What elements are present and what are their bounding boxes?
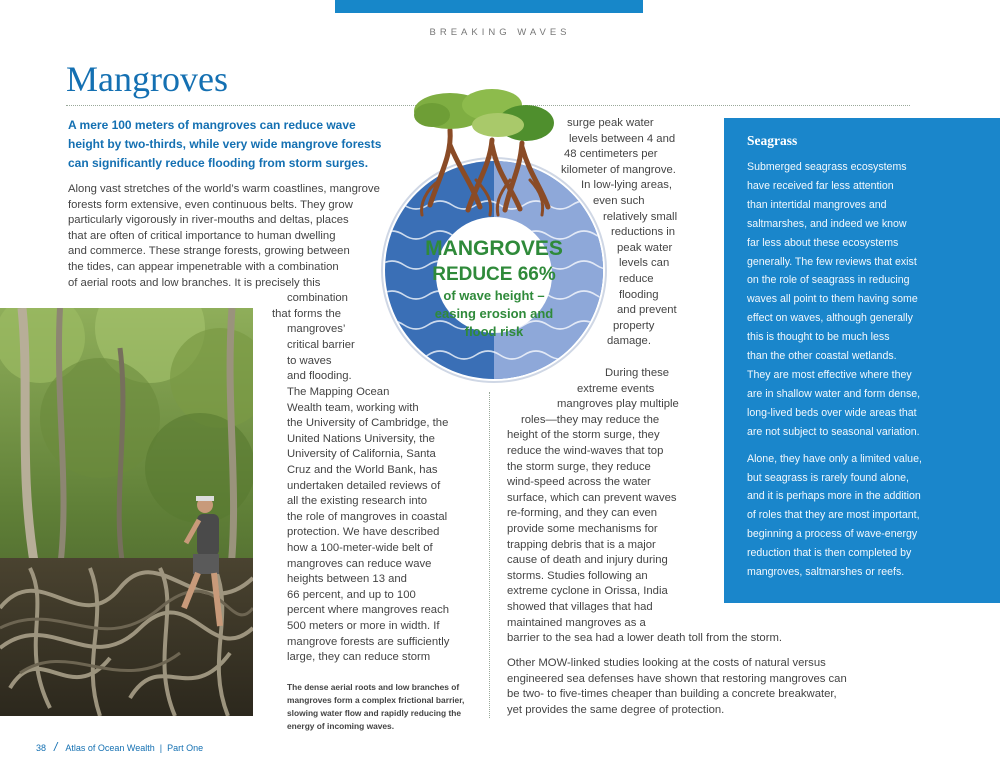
text-line: reduce the wind-waves that top — [507, 444, 664, 457]
text-line: but seagrass is rarely found alone, — [747, 471, 909, 484]
text-line: University of California, Santa — [287, 448, 436, 461]
text-line: to waves — [287, 354, 332, 367]
text-line: percent where mangroves reach — [287, 604, 450, 617]
text-line: long-lived beds over wide areas that — [747, 406, 917, 419]
text-line: the storm surge, they reduce — [507, 460, 651, 473]
text-line: provide some mechanisms for — [507, 522, 658, 535]
infographic-line-3: of wave height – — [443, 288, 545, 303]
text-line: kilometer of mangrove. — [561, 163, 676, 176]
text-line: Alone, they have only a limited value, — [747, 452, 922, 465]
text-line: relatively small — [603, 210, 678, 223]
text-line: reductions in — [611, 226, 676, 239]
text-line: storms. Studies following an — [507, 569, 648, 582]
page-number: 38 — [36, 743, 47, 753]
photo-caption: The dense aerial roots and low branches of mangroves form a complex frictional barrier, slowing water flow and rapidly reducing the energy of incoming waves. — [287, 682, 465, 731]
text-line: protection. We have described — [287, 526, 440, 539]
text-line: particularly vigorously in river-mouths and deltas, places — [68, 214, 349, 227]
body-paragraph-2 — [287, 385, 449, 666]
text-line: Wealth team, working with — [287, 401, 419, 414]
top-accent-bar — [335, 0, 643, 13]
infographic-line-2: REDUCE 66% — [432, 264, 556, 285]
column-divider — [489, 392, 490, 718]
text-line: this is thought to be much less — [747, 331, 890, 344]
text-line: and flooding. — [287, 370, 352, 383]
text-line: engineered sea defenses have shown that restoring mangroves can — [507, 672, 847, 685]
text-line: property — [613, 319, 655, 332]
text-line: maintained mangroves as a — [507, 616, 646, 629]
text-line: reduction that is then completed by — [747, 547, 912, 560]
text-line: reduce — [619, 272, 654, 285]
page-footer: 38 / Atlas of Ocean Wealth | Part One — [36, 740, 204, 754]
text-line: 66 percent, and up to 100 — [287, 588, 416, 601]
text-line: surge peak water — [567, 117, 654, 129]
text-line: of aerial roots and low branches. It is precisely this — [68, 276, 321, 289]
page-title: Mangroves — [66, 59, 228, 99]
text-line: Cruz and the World Bank, has — [287, 463, 438, 476]
infographic-line-5: flood risk — [464, 324, 524, 339]
text-line: and prevent — [617, 304, 677, 317]
text-line: roles—they may reduce the — [521, 413, 660, 426]
text-line: are in shallow water and form dense, — [747, 387, 921, 400]
text-line: In low-lying areas, — [581, 179, 673, 192]
text-line: beginning a process of wave-energy — [747, 528, 918, 541]
text-line: barrier to the sea had a lower death toll from the storm. — [507, 632, 783, 645]
text-line: mangroves, saltmarshes or reefs. — [747, 566, 905, 579]
text-line: be two- to five-times cheaper than building a concrete breakwater, — [507, 688, 837, 701]
text-line: saltmarshes, and indeed we know — [747, 217, 907, 230]
text-line: are not subject to seasonal variation. — [747, 425, 920, 438]
mangrove-photo-illustration — [0, 308, 253, 716]
footer-section: Part One — [167, 743, 204, 753]
text-line: surface, which can prevent waves — [507, 491, 677, 504]
mangrove-photo — [0, 308, 253, 716]
text-line: flooding — [619, 288, 659, 301]
text-line: height of the storm surge, they — [507, 429, 660, 442]
text-line: During these — [605, 367, 670, 379]
text-line: all the existing research into — [287, 495, 428, 508]
text-line: even such — [593, 194, 645, 207]
text-line: trapping debris that is a major — [507, 538, 656, 551]
infographic-line-1: MANGROVES — [425, 237, 563, 260]
text-line: Submerged seagrass ecosystems — [747, 161, 907, 173]
running-header: BREAKING WAVES — [429, 27, 571, 38]
text-line: generally. The few reviews that exist — [747, 255, 917, 268]
text-line: They are most effective where they — [747, 368, 912, 381]
text-line: mangroves can reduce wave — [287, 557, 432, 570]
text-line: 500 meters or more in width. If — [287, 619, 440, 632]
text-line: have received far less attention — [747, 179, 894, 192]
mangrove-infographic — [380, 85, 620, 385]
text-line: wind-speed across the water — [507, 476, 651, 489]
text-line: yet provides the same degree of protection. — [507, 703, 725, 716]
text-line: showed that villages that had — [507, 600, 653, 613]
body-paragraph-5 — [507, 656, 847, 718]
text-line: heights between 13 and — [287, 573, 407, 586]
text-line: how a 100-meter-wide belt of — [287, 541, 433, 554]
text-line: undertaken detailed reviews of — [287, 479, 441, 492]
lede-paragraph: A mere 100 meters of mangroves can reduce wave height by two-thirds, while very wide mangrove forests can significantly reduce flooding from storm surges. — [68, 118, 382, 170]
text-line: on the role of seagrass in reducing — [747, 274, 910, 287]
text-line: and commerce. These strange forests, growing between — [68, 245, 350, 258]
sidebar-paragraph-2 — [747, 450, 922, 582]
text-line: and it is perhaps more in the addition — [747, 490, 921, 503]
mangrove-infographic-svg — [380, 85, 620, 385]
text-line: levels can — [619, 257, 670, 270]
seagrass-sidebar — [724, 118, 1000, 603]
text-line: extreme events — [577, 382, 655, 395]
text-line: mangrove forests are sufficiently — [287, 635, 450, 648]
text-line: extreme cyclone in Orissa, India — [507, 585, 668, 598]
text-line: cause of death and injury during — [507, 554, 668, 567]
text-line: 48 centimeters per — [564, 148, 658, 161]
text-line: re-forming, and they can even — [507, 507, 658, 520]
infographic-line-4: easing erosion and — [434, 306, 554, 321]
text-line: the tides, can appear impenetrable with a combination — [68, 260, 339, 273]
text-line: the University of Cambridge, the — [287, 417, 449, 430]
text-line: levels between 4 and — [569, 132, 676, 145]
text-line: than the other coastal wetlands. — [747, 350, 897, 363]
sidebar-body — [747, 158, 922, 582]
text-line: damage. — [607, 335, 651, 348]
text-line: that are often of critical importance to human dwelling — [68, 229, 336, 242]
text-line: critical barrier — [287, 338, 355, 351]
text-line: of roles that they are most important, — [747, 509, 920, 522]
text-line: forests form extensive, even continuous belts. They grow — [68, 198, 353, 211]
text-line: effect on waves, although generally — [747, 312, 913, 325]
text-line: peak water — [617, 241, 673, 254]
text-line: United Nations University, the — [287, 432, 435, 445]
text-line: mangroves’ — [287, 323, 346, 336]
text-line: the role of mangroves in coastal — [287, 510, 448, 523]
text-line: far less about these ecosystems — [747, 236, 899, 249]
sidebar-paragraph-1 — [747, 158, 922, 442]
text-line: mangroves play multiple — [557, 398, 679, 411]
text-line: combination — [287, 292, 348, 305]
text-line: that forms the — [272, 307, 342, 320]
footer-publication: Atlas of Ocean Wealth — [65, 743, 155, 753]
text-line: Along vast stretches of the world’s warm coastlines, mangrove — [68, 183, 380, 195]
text-line: large, they can reduce storm — [287, 651, 431, 664]
text-line: than intertidal mangroves and — [747, 198, 887, 211]
text-line: The Mapping Ocean — [287, 386, 390, 398]
footer-separator: / — [54, 740, 58, 754]
text-line: waves all point to them having some — [747, 293, 918, 306]
sidebar-title: Seagrass — [747, 133, 798, 148]
text-line: Other MOW-linked studies looking at the costs of natural versus — [507, 657, 826, 669]
